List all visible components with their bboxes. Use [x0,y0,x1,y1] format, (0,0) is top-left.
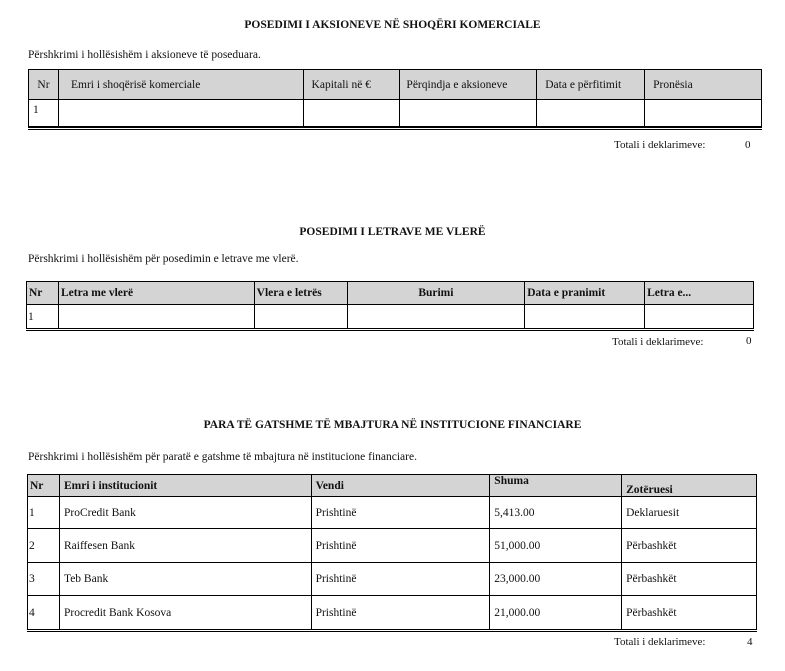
table-cell [400,100,537,127]
table-cell: 4 [28,596,60,630]
section3-total-label: Totali i deklarimeve: [614,636,706,648]
section2-description: Përshkrimi i hollësishëm për posedimin e letrave me vlerë. [28,253,299,265]
section2-title: POSEDIMI I LETRAVE ME VLERË [299,226,486,238]
table-cell: Përbashkët [622,596,757,630]
col-header: Nr [29,70,59,100]
table-cell: Procredit Bank Kosova [59,596,311,630]
col-header: Shuma [490,475,622,497]
section3-description: Përshkrimi i hollësishëm për paratë e gatshme të mbajtura në institucione financiare. [28,451,417,463]
table-cell: 1 [28,497,60,529]
table-cell: Prishtinë [311,563,490,596]
col-header: Pronësia [645,70,762,100]
table-cell: 3 [28,563,60,596]
col-header: Vlera e letrës [254,282,347,305]
table-cell: Prishtinë [311,529,490,563]
table-bottom-rule [28,127,762,130]
table-header-row [29,70,762,100]
table-cell: 5,413.00 [490,497,622,529]
col-header: Letra me vlerë [58,282,254,305]
table-cell: Përbashkët [622,529,757,563]
table-cell [303,100,400,127]
table-header-row [27,282,754,305]
col-header: Data e përfitimit [537,70,645,100]
section1-total-value: 0 [745,139,751,151]
col-header: Data e pranimit [525,282,645,305]
table-cell: Deklaruesit [622,497,757,529]
table-bottom-rule [27,629,757,632]
section1-total-label: Totali i deklarimeve: [614,139,706,151]
table-header-row [28,475,757,497]
table-cell: 21,000.00 [490,596,622,630]
table-row [29,100,762,127]
table-cell: 1 [27,305,59,329]
section3-title: PARA TË GATSHME TË MBAJTURA NË INSTITUCIONE FINANCIARE [203,419,582,431]
shares-table [28,69,762,127]
table-cell [58,305,254,329]
table-cell [58,100,303,127]
col-header: Zotëruesi [622,475,757,497]
table-row [28,497,757,529]
table-cell [525,305,645,329]
table-cell [254,305,347,329]
table-row [28,563,757,596]
table-cell: Teb Bank [59,563,311,596]
table-row [27,305,754,329]
section3-total-value: 4 [747,636,753,648]
table-cell [645,305,754,329]
col-header: Përqindja e aksioneve [400,70,537,100]
section1-description: Përshkrimi i hollësishëm i aksioneve të poseduara. [28,49,261,61]
table-cell: Përbashkët [622,563,757,596]
col-header: Vendi [311,475,490,497]
cash-table [27,474,757,630]
table-cell: Raiffesen Bank [59,529,311,563]
col-header: Nr [28,475,60,497]
col-header: Nr [27,282,59,305]
col-header: Emri i institucionit [59,475,311,497]
table-cell: Prishtinë [311,497,490,529]
table-cell: 1 [29,100,59,127]
securities-table [26,281,754,329]
table-cell: 2 [28,529,60,563]
table-row [28,596,757,630]
table-cell [645,100,762,127]
table-cell: 51,000.00 [490,529,622,563]
table-cell [537,100,645,127]
table-cell: ProCredit Bank [59,497,311,529]
section1-title: POSEDIMI I AKSIONEVE NË SHOQËRI KOMERCIALE [244,19,541,31]
col-header: Letra e... [645,282,754,305]
col-header: Kapitali në € [303,70,400,100]
col-header: Burimi [347,282,525,305]
table-cell: Prishtinë [311,596,490,630]
table-bottom-rule [26,328,754,331]
col-header: Emri i shoqërisë komerciale [58,70,303,100]
section2-total-label: Totali i deklarimeve: [612,336,704,348]
table-cell [347,305,525,329]
table-cell: 23,000.00 [490,563,622,596]
section2-total-value: 0 [746,335,752,347]
table-row [28,529,757,563]
